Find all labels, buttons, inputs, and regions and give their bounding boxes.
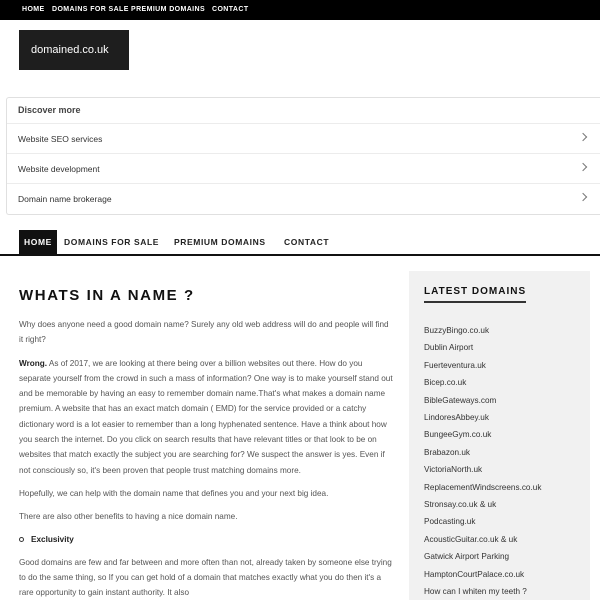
benefits-list (19, 533, 393, 547)
top-nav-contact[interactable]: CONTACT (212, 6, 249, 13)
domain-link[interactable]: Gatwick Airport Parking (424, 552, 510, 562)
domain-link[interactable]: LindoresAbbey.uk (424, 413, 489, 423)
article-paragraph: Why does anyone need a good domain name? Surely any old web address will do and people will find it right? (19, 320, 389, 345)
domain-link[interactable]: AcousticGuitar.co.uk & uk (424, 534, 518, 544)
domain-link[interactable]: ReplacementWindscreens.co.uk (424, 482, 542, 492)
domain-link[interactable]: BuzzyBingo.co.uk (424, 326, 490, 335)
discover-item-label: Website SEO services (18, 134, 103, 144)
chevron-right-icon (579, 163, 587, 171)
domain-link[interactable]: HamptonCourtPalace.co.uk (424, 569, 525, 579)
nav-premium-domains[interactable]: PREMIUM DOMAINS (174, 237, 266, 247)
top-nav-domains-for-sale[interactable]: DOMAINS FOR SALE (52, 6, 129, 13)
list-item (19, 533, 393, 547)
discover-more-panel (6, 97, 600, 215)
domain-link[interactable]: Podcasting.uk (424, 517, 476, 527)
domain-link[interactable]: Bicep.co.uk (424, 378, 467, 388)
domain-link[interactable]: Fuerteventura.uk (424, 360, 486, 370)
main-nav (0, 230, 600, 256)
latest-domains-sidebar (409, 271, 590, 600)
site-logo[interactable]: domained.co.uk (19, 30, 129, 70)
page-title: WHATS IN A NAME ? (19, 287, 195, 304)
discover-item-web-dev[interactable] (7, 153, 600, 183)
chevron-right-icon (579, 193, 587, 201)
nav-domains-for-sale[interactable]: DOMAINS FOR SALE (64, 237, 160, 247)
domain-link[interactable]: Brabazon.uk (424, 447, 470, 457)
discover-item-seo[interactable] (7, 123, 600, 153)
paragraph-text: As of 2017, we are looking at there being over a billion websites out there. How do you separate yourself from the crowd in such a mass of information? One way is to make yourself stand out and be memorable by having an easy to remember domain name.That's what makes a domain name premium. A website that has an exact match domain ( EMD) for the service provided or a catchy dictionary word is a lot easier to remember than a long hyphenated sentence. Have a think about how you search the internet. Do you click on search results that have relevant titles or that look to be on websites that match exactly the subject you are searching for? We suspect the answer is yes. Even if not consciously so, it's been proven that people trust matching domains more. (19, 358, 393, 475)
article (19, 287, 393, 600)
article-paragraph: Hopefully, we can help with the domain name that defines you and your next big idea. (19, 488, 329, 498)
domain-link[interactable]: How can I whiten my teeth ? (424, 587, 527, 597)
discover-item-label: Domain name brokerage (18, 194, 112, 204)
nav-home[interactable]: HOME (19, 230, 57, 254)
chevron-right-icon (579, 133, 587, 141)
domain-list (424, 322, 541, 600)
top-bar (0, 0, 600, 20)
list-item-label: Exclusivity (31, 534, 74, 544)
discover-more-title: Discover more (18, 105, 81, 115)
nav-contact[interactable]: CONTACT (284, 237, 330, 247)
article-paragraph: There are also other benefits to having a nice domain name. (19, 512, 238, 522)
domain-link[interactable]: BibleGateways.com (424, 395, 497, 405)
domain-link[interactable]: VictoriaNorth.uk (424, 465, 483, 475)
domain-link[interactable]: BungeeGym.co.uk (424, 430, 492, 440)
domain-link[interactable]: Dublin Airport (424, 343, 474, 353)
top-nav-premium-domains[interactable]: PREMIUM DOMAINS (131, 6, 206, 13)
discover-item-label: Website development (18, 164, 100, 174)
article-paragraph (19, 356, 393, 478)
discover-item-brokerage[interactable] (7, 183, 600, 213)
bullet-icon (19, 537, 24, 542)
sidebar-title: LATEST DOMAINS (424, 286, 526, 303)
domain-link[interactable]: Stronsay.co.uk & uk (424, 500, 497, 510)
article-paragraph: Good domains are few and far between and more often than not, already taken by someone else trying to do the same thing, so If you can get hold of a domain that matches exactly what you do then it's a rare opportunity to gain instant authority. It also (19, 557, 392, 598)
top-nav-home[interactable]: HOME (22, 6, 45, 13)
emphasis-text: Wrong. (19, 358, 48, 368)
